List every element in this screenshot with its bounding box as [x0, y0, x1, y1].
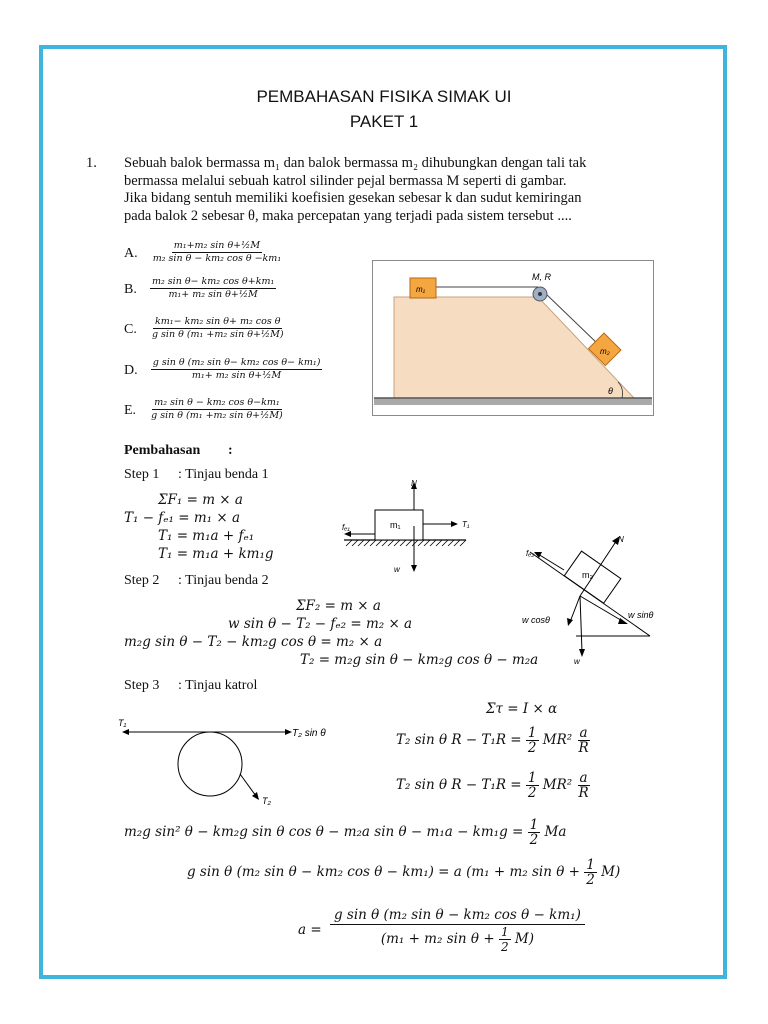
step2-label: Step 2: [124, 573, 160, 588]
final-a-denominator: [377, 925, 538, 954]
page-subtitle: PAKET 1: [349, 112, 419, 131]
pulley-T2: T₂: [262, 796, 271, 806]
pulley-figure: [112, 712, 348, 808]
final-eq-2: [187, 858, 620, 887]
a-over-r-fraction: [577, 771, 591, 800]
fbd2-m2: m₂: [582, 570, 593, 580]
option-label: D.: [124, 363, 138, 378]
half-fraction: [528, 818, 541, 847]
half-fraction: [584, 858, 597, 887]
option-fraction: [150, 276, 276, 301]
step2-eq-1: ΣF₂ = m × a: [296, 598, 381, 614]
option-numerator: m₂ sin θ − km₂ cos θ−km₁: [154, 397, 280, 408]
option-c: [124, 316, 286, 341]
fbd2-wsin: w sinθ: [628, 610, 654, 620]
option-fraction: [151, 240, 283, 265]
option-denominator: m₂ sin θ − km₂ cos θ −km₁: [152, 253, 282, 264]
option-denominator: m₁+ m₂ sin θ+½M: [168, 289, 258, 300]
step2-eq-2: w sin θ − T₂ − fₑ₂ = m₂ × a: [228, 616, 413, 632]
option-numerator: m₁+m₂ sin θ+½M: [173, 240, 261, 251]
option-label: E.: [124, 403, 137, 418]
option-numerator: m₂ sin θ− km₂ cos θ+km₁: [151, 276, 275, 287]
fbd1-m1: m₁: [390, 520, 401, 530]
option-label: B.: [124, 282, 137, 297]
r-den: R: [578, 740, 589, 756]
step2-eq-4: T₂ = m₂g sin θ − km₂g cos θ − m₂a: [300, 652, 539, 668]
pulley-T2sin: T₂ sin θ: [292, 728, 326, 739]
fbd-block1: [338, 476, 478, 576]
m1-label: m₁: [416, 285, 426, 294]
pembahasan-heading: Pembahasan: [124, 443, 201, 458]
final-eq-2-left: g sin θ (m₂ sin θ − km₂ cos θ − km₁) = a (m₁ + m₂ sin θ +: [187, 864, 580, 880]
half-den: 2: [586, 872, 595, 888]
question-line: Sebuah balok bermassa m₁ dan balok bermassa m₂ dihubungkan dengan tali tak: [124, 155, 587, 171]
final-eq-1-left: m₂g sin² θ − km₂g sin θ cos θ − m₂a sin θ − m₁a − km₁g =: [124, 824, 524, 840]
fbd2-fg2: fₑ₂: [526, 549, 535, 558]
option-label: C.: [124, 322, 137, 337]
option-fraction: [151, 357, 323, 382]
final-a-eq: [298, 906, 585, 954]
question-line: pada balok 2 sebesar θ, maka percepatan yang terjadi pada sistem tersebut ....: [124, 207, 572, 224]
half-fraction: [499, 925, 511, 954]
half-den: 2: [500, 940, 509, 954]
option-denominator: g sin θ (m₁ +m₂ sin θ+½M): [151, 410, 283, 421]
question-text: [124, 155, 586, 225]
option-label: A.: [124, 246, 138, 261]
step1-label: Step 1: [124, 467, 160, 482]
final-a-numerator: g sin θ (m₂ sin θ − km₂ cos θ − km₁): [330, 906, 585, 925]
r-den: R: [578, 785, 589, 801]
step2-text: : Tinjau benda 2: [178, 573, 269, 588]
half-num: 1: [529, 817, 539, 833]
fbd2-wcos: w cosθ: [522, 615, 550, 625]
fbd-block2: [516, 530, 688, 670]
torque-eq-line2: [396, 771, 591, 800]
step1-eq-2: T₁ − fₑ₁ = m₁ × a: [124, 510, 240, 526]
torque-lhs: T₂ sin θ R − T₁R =: [396, 732, 522, 748]
half-num: 1: [527, 725, 537, 741]
half-num: 1: [500, 925, 509, 939]
final-a-fraction: [330, 906, 585, 954]
fbd1-N: N: [411, 479, 417, 488]
torque-lhs: T₂ sin θ R − T₁R =: [396, 777, 522, 793]
fbd2-N: N: [618, 535, 624, 544]
mr2: MR²: [542, 732, 573, 748]
half-fraction: [526, 726, 539, 755]
option-fraction: [150, 316, 286, 341]
half-num: 1: [586, 857, 595, 873]
torque-eq-line1: [396, 726, 591, 755]
half-num: 1: [527, 770, 537, 786]
pulley-T1: T₁: [118, 718, 127, 728]
fbd2-w: w: [574, 657, 580, 666]
option-e: [124, 397, 285, 422]
fbd1-T1: T₁: [462, 520, 470, 529]
half-den: 2: [527, 740, 537, 756]
half-den: 2: [529, 832, 539, 848]
angle-label: θ: [608, 386, 613, 396]
half-fraction: [526, 771, 539, 800]
pembahasan-colon: :: [228, 443, 233, 458]
final-eq-1: [124, 818, 566, 847]
step2-eq-3: m₂g sin θ − T₂ − km₂g cos θ = m₂ × a: [124, 634, 383, 650]
final-eq-2-right: M): [601, 864, 621, 880]
option-numerator: km₁− km₂ sin θ+ m₂ cos θ: [155, 316, 281, 327]
step1-text: : Tinjau benda 1: [178, 467, 269, 482]
step1-eq-1: ΣF₁ = m × a: [158, 492, 243, 508]
pulley-label: M, R: [532, 272, 551, 282]
step3-label: Step 3: [124, 678, 160, 693]
step1-eq-4: T₁ = m₁a + km₁g: [158, 546, 274, 562]
option-fraction: [149, 397, 285, 422]
a-over-r-fraction: [577, 726, 591, 755]
question-line: bermassa melalui sebuah katrol silinder pejal bermassa M seperti di gambar.: [124, 172, 567, 189]
mr2: MR²: [542, 777, 573, 793]
a-num: a: [579, 770, 588, 786]
question-number: 1.: [86, 155, 97, 171]
a-num: a: [579, 725, 588, 741]
final-eq-1-right: Ma: [544, 824, 567, 840]
a-equals: a =: [298, 922, 322, 938]
step1-eq-3: T₁ = m₁a + fₑ₁: [158, 528, 255, 544]
incline-pulley-figure: [372, 260, 654, 416]
question-line: Jika bidang sentuh memiliki koefisien gesekan sebesar k dan sudut kemiringan: [124, 190, 582, 206]
option-denominator: m₁+ m₂ sin θ+½M: [191, 370, 282, 381]
fbd1-fg1: fₑ₁: [342, 523, 350, 532]
final-a-den-left: (m₁ + m₂ sin θ +: [380, 931, 495, 947]
page-title: PEMBAHASAN FISIKA SIMAK UI: [256, 87, 512, 106]
final-a-den-right: M): [514, 931, 534, 947]
step3-text: : Tinjau katrol: [178, 678, 258, 693]
torque-eq: Στ = I × α: [486, 701, 558, 717]
half-den: 2: [527, 785, 537, 801]
option-b: [124, 276, 276, 301]
fbd1-w: w: [394, 565, 400, 574]
m2-label: m₂: [600, 347, 610, 356]
option-a: [124, 240, 283, 265]
option-d: [124, 357, 322, 382]
option-denominator: g sin θ (m₁ +m₂ sin θ+½M): [151, 329, 284, 340]
option-numerator: g sin θ (m₂ sin θ− km₂ cos θ− km₁): [152, 357, 321, 368]
